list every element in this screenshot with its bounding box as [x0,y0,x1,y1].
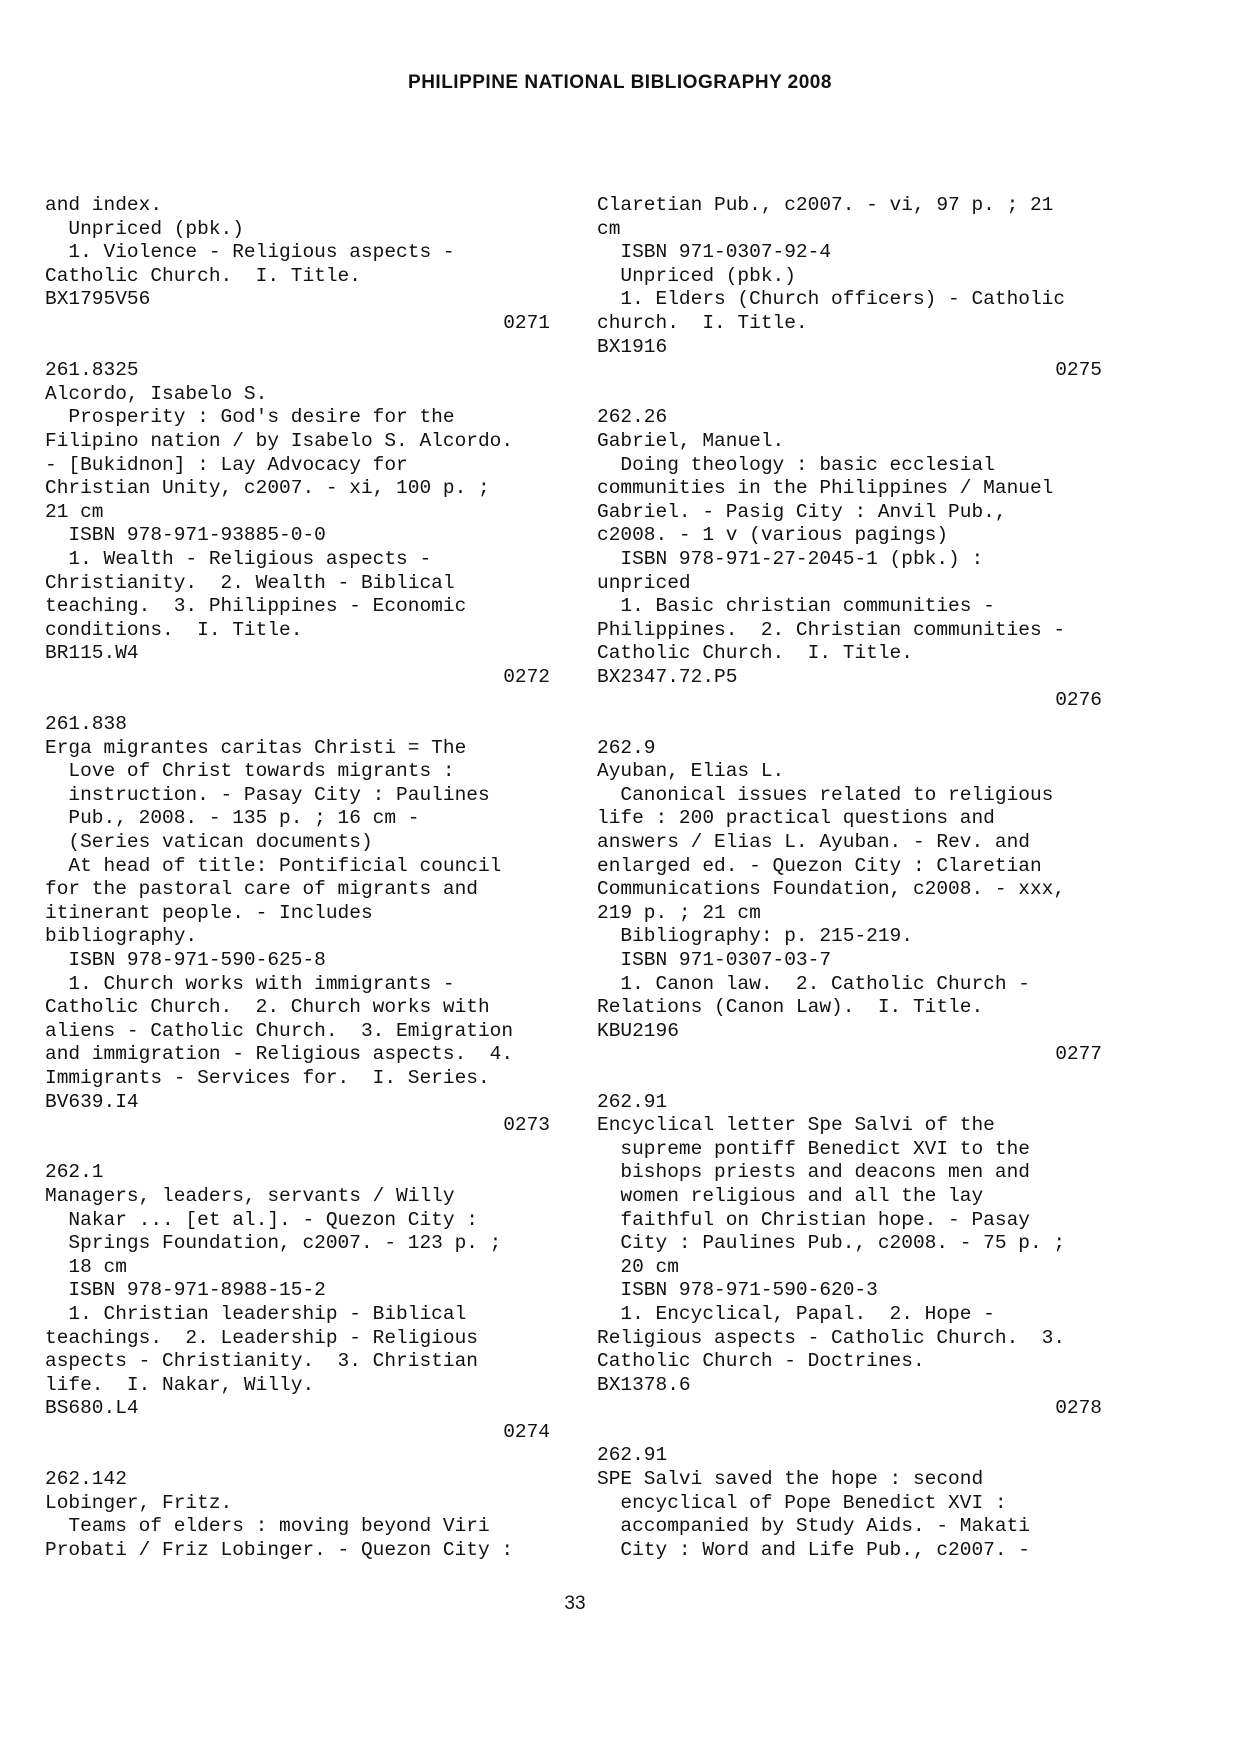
text-line: KBU2196 [597,1019,679,1042]
text-line: Unpriced (pbk.) [597,264,796,287]
text-line [597,383,1102,407]
text-line: 1. Violence - Religious aspects - [45,241,455,264]
text-line: 20 cm [597,1255,679,1278]
text-line: 262.142 [45,1468,127,1491]
text-line: aspects - Christianity. 3. Christian [45,1350,478,1373]
text-line: Philippines. 2. Christian communities - [597,618,1066,641]
text-line: Erga migrantes caritas Christi = The [45,736,467,759]
text-line: bibliography. [45,925,198,948]
text-line: faithful on Christian hope. - Pasay [597,1208,1030,1231]
text-line: ISBN 978-971-590-625-8 [45,949,326,971]
text-line: Prosperity : God's desire for the [45,406,455,429]
text-line: Encyclical letter Spe Salvi of the [597,1114,995,1137]
text-line: church. I. Title. [597,311,808,334]
text-line: 18 cm [45,1255,127,1278]
text-line: 1. Wealth - Religious aspects - [45,547,432,570]
text-line: Canonical issues related to religious [597,783,1054,806]
text-line: Lobinger, Fritz. [45,1491,233,1514]
text-line: c2008. - 1 v (various pagings) [597,524,949,547]
text-line: itinerant people. - Includes [45,901,373,924]
text-line: City : Paulines Pub., c2008. - 75 p. ; [597,1232,1066,1255]
text-line [597,713,1102,737]
text-line: ISBN 978-971-27-2045-1 (pbk.) : [597,547,984,570]
text-line: teachings. 2. Leadership - Religious [45,1326,478,1349]
entry-number: 0272 [503,665,550,688]
text-line: 1. Basic christian communities - [597,595,995,618]
text-line: Pub., 2008. - 135 p. ; 16 cm - [45,807,420,830]
text-line: Bibliography: p. 215-219. [597,925,913,948]
text-line: Catholic Church. I. Title. [45,264,361,287]
text-line: Gabriel. - Pasig City : Anvil Pub., [597,500,1007,523]
text-line: City : Word and Life Pub., c2007. - [597,1538,1030,1561]
text-line: Nakar ... [et al.]. - Quezon City : [45,1208,478,1231]
text-line: 1. Elders (Church officers) - Catholic [597,288,1066,311]
text-line: bishops priests and deacons men and [597,1161,1030,1184]
text-line: women religious and all the lay [597,1184,984,1207]
page-number: 33 [564,1593,586,1614]
entry-number: 0276 [1055,689,1102,712]
right-column [597,194,1102,1562]
text-line: 1. Canon law. 2. Catholic Church - [597,972,1030,995]
text-line: and immigration - Religious aspects. 4. [45,1043,514,1066]
text-line: accompanied by Study Aids. - Makati [597,1515,1030,1538]
entry-number: 0271 [503,311,550,334]
text-line: BX1795V56 [45,288,151,311]
text-line [45,336,550,360]
text-line: BV639.I4 [45,1090,139,1113]
text-line: Ayuban, Elias L. [597,760,785,783]
text-line: Managers, leaders, servants / Willy [45,1184,455,1207]
text-line: 262.9 [597,736,656,759]
text-line: SPE Salvi saved the hope : second [597,1468,984,1491]
text-line: ISBN 971-0307-92-4 [597,241,832,264]
text-line: Alcordo, Isabelo S. [45,382,268,405]
text-line: Claretian Pub., c2007. - vi, 97 p. ; 21 [597,194,1054,216]
text-line: 262.91 [597,1444,668,1467]
text-line: enlarged ed. - Quezon City : Claretian [597,854,1042,877]
text-line: 21 cm [45,500,104,523]
text-line: Communications Foundation, c2008. - xxx, [597,878,1066,901]
text-line: Unpriced (pbk.) [45,217,244,240]
text-line: ISBN 978-971-93885-0-0 [45,524,326,547]
text-line: Christianity. 2. Wealth - Biblical [45,571,455,594]
text-line: teaching. 3. Philippines - Economic [45,595,467,618]
text-line: 219 p. ; 21 cm [597,901,761,924]
text-line: aliens - Catholic Church. 3. Emigration [45,1019,514,1042]
text-line: 1. Christian leadership - Biblical [45,1302,467,1325]
text-line: Catholic Church. I. Title. [597,642,913,665]
text-line: 1. Encyclical, Papal. 2. Hope - [597,1302,995,1325]
text-line: unpriced [597,571,691,594]
text-line: Immigrants - Services for. I. Series. [45,1066,490,1089]
left-column [45,194,550,1562]
text-line: BX2347.72.P5 [597,665,738,688]
text-line [45,1444,550,1468]
text-line: life. I. Nakar, Willy. [45,1373,315,1396]
text-line: 262.26 [597,406,668,429]
text-line: Doing theology : basic ecclesial [597,453,995,476]
text-line: 261.838 [45,713,127,736]
text-line: instruction. - Pasay City : Paulines [45,783,490,806]
text-line: Gabriel, Manuel. [597,429,785,452]
text-line: Springs Foundation, c2007. - 123 p. ; [45,1232,502,1255]
text-line: Teams of elders : moving beyond Viri [45,1515,490,1538]
text-line [597,1067,1102,1091]
text-line: 262.91 [597,1090,668,1113]
text-line: BR115.W4 [45,642,139,665]
text-line: 1. Church works with immigrants - [45,972,455,995]
text-line: cm [597,217,621,240]
entry-number: 0275 [1055,359,1102,382]
text-line: Filipino nation / by Isabelo S. Alcordo. [45,429,514,452]
text-line: BS680.L4 [45,1397,139,1420]
text-line: ISBN 978-971-590-620-3 [597,1279,878,1302]
entry-number: 0273 [503,1114,550,1137]
text-line: BX1378.6 [597,1373,691,1396]
text-line: At head of title: Pontificial council [45,854,502,877]
text-line: Catholic Church - Doctrines. [597,1350,925,1373]
entry-number: 0277 [1055,1043,1102,1066]
text-line: communities in the Philippines / Manuel [597,477,1054,500]
text-line: and index. [45,194,163,216]
text-line: Relations (Canon Law). I. Title. [597,996,984,1019]
text-line: answers / Elias L. Ayuban. - Rev. and [597,831,1030,854]
text-line: 262.1 [45,1161,104,1184]
text-line: Love of Christ towards migrants : [45,760,455,783]
text-line [597,1421,1102,1445]
text-line [45,1138,550,1162]
text-line: encyclical of Pope Benedict XVI : [597,1491,1007,1514]
page-title: PHILIPPINE NATIONAL BIBLIOGRAPHY 2008 [408,72,832,93]
text-line: Probati / Friz Lobinger. - Quezon City : [45,1538,514,1561]
text-line: Christian Unity, c2007. - xi, 100 p. ; [45,477,490,500]
entry-number: 0278 [1055,1397,1102,1420]
text-line: ISBN 978-971-8988-15-2 [45,1279,326,1302]
text-line [45,689,550,713]
text-line: 261.8325 [45,359,139,382]
text-line: BX1916 [597,335,668,358]
entry-number: 0274 [503,1420,550,1443]
text-line: for the pastoral care of migrants and [45,878,478,901]
text-line: conditions. I. Title. [45,618,303,641]
text-line: supreme pontiff Benedict XVI to the [597,1137,1030,1160]
text-line: ISBN 971-0307-03-7 [597,949,832,971]
text-line: - [Bukidnon] : Lay Advocacy for [45,453,408,476]
text-line: life : 200 practical questions and [597,807,995,830]
text-line: Catholic Church. 2. Church works with [45,996,490,1019]
text-line: Religious aspects - Catholic Church. 3. [597,1326,1066,1349]
text-line: (Series vatican documents) [45,831,373,854]
